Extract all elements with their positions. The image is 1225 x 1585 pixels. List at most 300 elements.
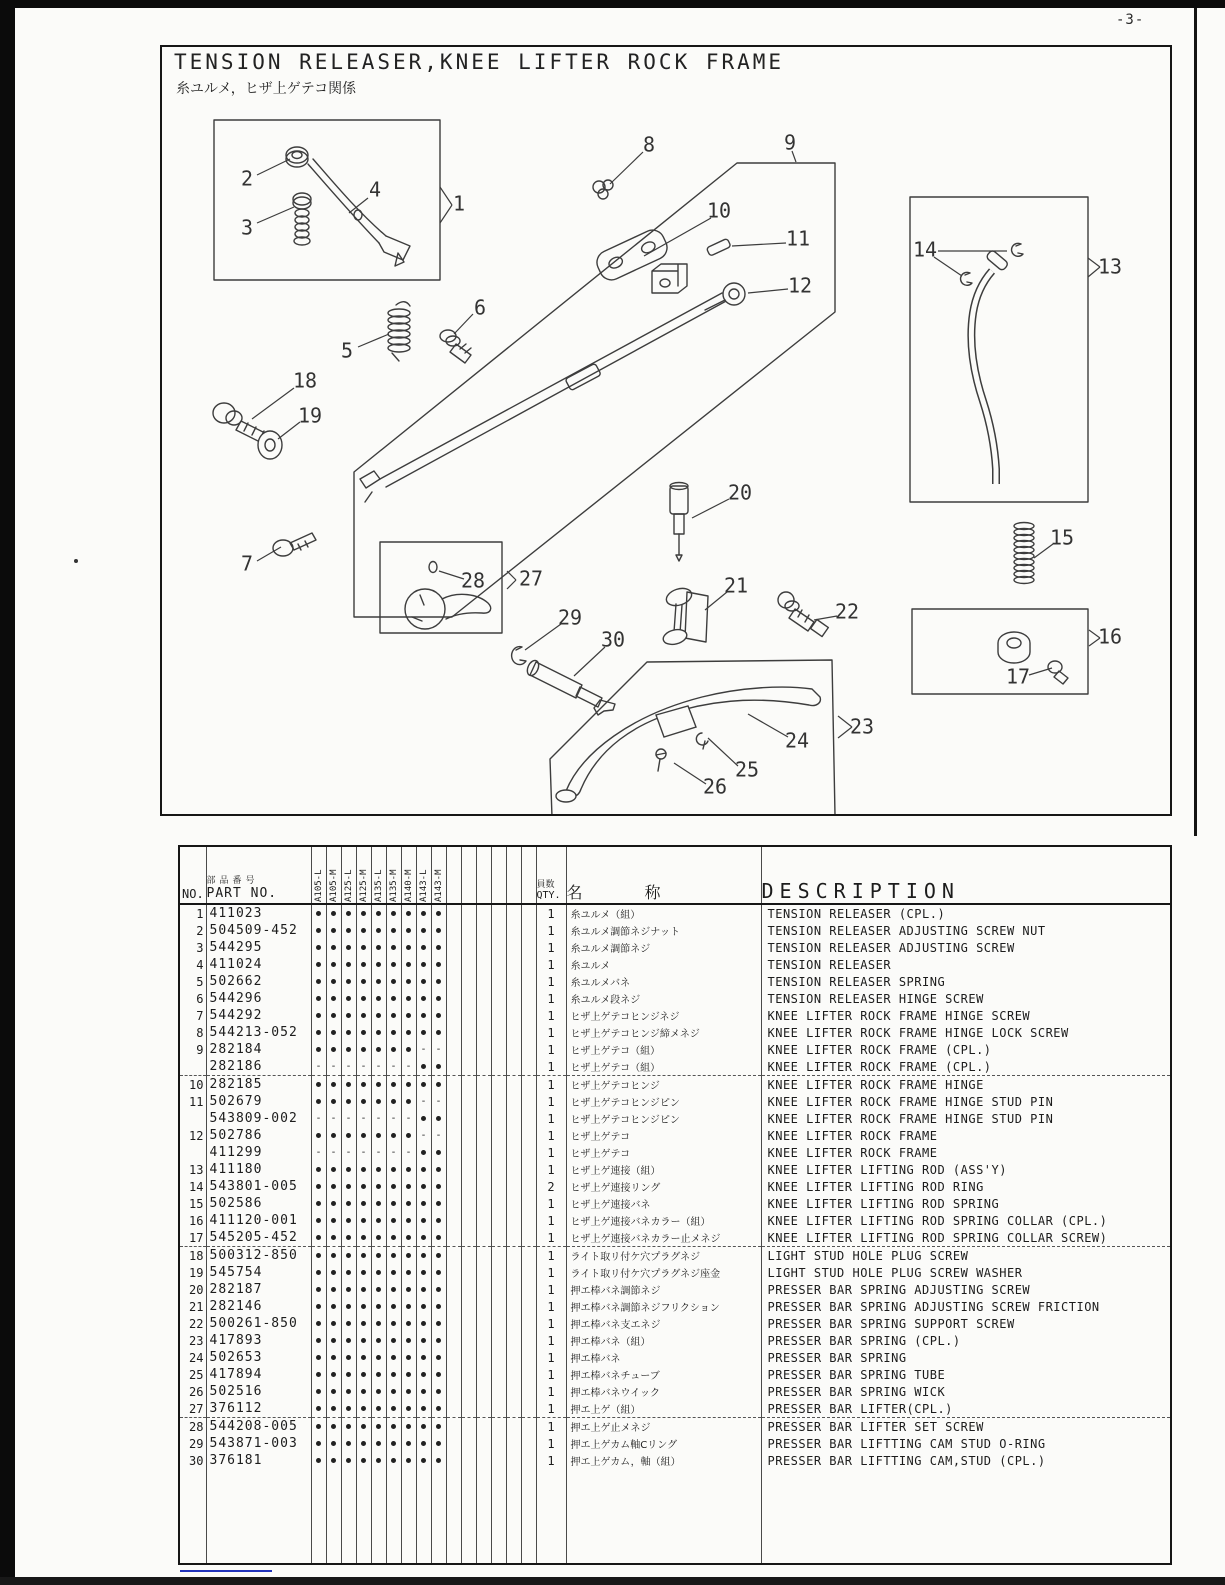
applicable-dot [346, 928, 351, 933]
cell-model-mark [356, 1315, 371, 1332]
applicable-dot [376, 1372, 381, 1377]
cell-description: TENSION RELEASER HINGE SCREW [761, 990, 1171, 1007]
applicable-dot [421, 1270, 426, 1275]
cell-model-mark [341, 1229, 356, 1247]
cell-description: KNEE LIFTER LIFTING ROD RING [761, 1178, 1171, 1195]
cell-model-mark [401, 1315, 416, 1332]
col-header-no: NO. [179, 846, 206, 904]
cell-model-mark [326, 1315, 341, 1332]
cell-blank [476, 1332, 491, 1349]
cell-model-mark [371, 1024, 386, 1041]
cell-model-mark [341, 1247, 356, 1265]
cell-model-mark [371, 1007, 386, 1024]
cell-no: 15 [179, 1195, 206, 1212]
col-header-qty: 員数 QTY. [536, 846, 566, 904]
cell-part-no: 545205-452 [206, 1229, 311, 1247]
cell-name-jp: ヒザ上ゲ連接リング [566, 1178, 761, 1195]
applicable-dot [421, 1184, 426, 1189]
cell-no: 7 [179, 1007, 206, 1024]
applicable-dot [376, 1304, 381, 1309]
applicable-dot [391, 1013, 396, 1018]
table-row [179, 1247, 1171, 1265]
applicable-dot [391, 1133, 396, 1138]
applicable-dot [316, 962, 321, 967]
cell-model-mark: - [356, 1110, 371, 1127]
cell-model-mark [431, 1110, 446, 1127]
applicable-dot [346, 1355, 351, 1360]
table-row [179, 1264, 1171, 1281]
cell-part-no: 502516 [206, 1383, 311, 1400]
cell-qty: 1 [536, 1435, 566, 1452]
cell-blank [521, 1093, 536, 1110]
cell-model-mark [356, 1195, 371, 1212]
cell-model-mark [341, 1332, 356, 1349]
applicable-dot [421, 1458, 426, 1463]
cell-model-mark [326, 1435, 341, 1452]
cell-model-mark [311, 1332, 326, 1349]
cell-name-jp: 糸ユルメバネ [566, 973, 761, 990]
cell-part-no: 504509-452 [206, 922, 311, 939]
part-7-hinge-screw [273, 533, 316, 556]
cell-no: 26 [179, 1383, 206, 1400]
cell-model-mark [416, 1161, 431, 1178]
cell-model-mark [401, 1195, 416, 1212]
cell-model-mark [356, 1400, 371, 1418]
cell-blank [476, 1264, 491, 1281]
cell-filler [386, 1469, 401, 1564]
cell-blank [476, 1229, 491, 1247]
applicable-dot [376, 1013, 381, 1018]
cell-model-mark [386, 1212, 401, 1229]
cell-blank [476, 1144, 491, 1161]
applicable-dot [376, 979, 381, 984]
cell-part-no: 376181 [206, 1452, 311, 1469]
applicable-dot [391, 979, 396, 984]
cell-model-mark [356, 1161, 371, 1178]
cell-blank [491, 1435, 506, 1452]
applicable-dot [376, 1167, 381, 1172]
cell-blank [446, 990, 461, 1007]
cell-blank [446, 1315, 461, 1332]
cell-blank [461, 1041, 476, 1058]
applicable-dot [346, 1218, 351, 1223]
cell-model-mark [386, 956, 401, 973]
cell-model-mark [431, 1332, 446, 1349]
cell-model-mark [386, 1024, 401, 1041]
cell-model-mark: - [341, 1110, 356, 1127]
part-25-spring-tube [656, 706, 708, 749]
applicable-dot [316, 1167, 321, 1172]
applicable-dot [436, 945, 441, 950]
applicable-dot [361, 962, 366, 967]
applicable-dot [361, 1253, 366, 1258]
applicable-dot [406, 928, 411, 933]
cell-model-mark [356, 904, 371, 922]
table-row [179, 973, 1171, 990]
cell-model-mark [431, 990, 446, 1007]
callout-number-6: 6 [473, 295, 487, 320]
cell-model-mark [416, 904, 431, 922]
cell-filler [566, 1469, 761, 1564]
cell-model-mark [386, 1349, 401, 1366]
cell-blank [461, 1161, 476, 1178]
cell-model-mark [401, 1041, 416, 1058]
cell-description: TENSION RELEASER (CPL.) [761, 904, 1171, 922]
cell-no: 1 [179, 904, 206, 922]
cell-blank [521, 904, 536, 922]
cell-qty: 1 [536, 1058, 566, 1076]
cell-model-mark [401, 1178, 416, 1195]
cell-qty: 1 [536, 1349, 566, 1366]
cell-filler [461, 1469, 476, 1564]
cell-model-mark [311, 1007, 326, 1024]
cell-model-mark [431, 1076, 446, 1094]
cell-model-mark [341, 1024, 356, 1041]
applicable-dot [421, 962, 426, 967]
applicable-dot [421, 1030, 426, 1035]
cell-model-mark [386, 1315, 401, 1332]
cell-model-mark [431, 939, 446, 956]
cell-model-mark [431, 1247, 446, 1265]
cell-model-mark [416, 1332, 431, 1349]
applicable-dot [376, 1355, 381, 1360]
applicable-dot [391, 1287, 396, 1292]
table-row [179, 1298, 1171, 1315]
cell-blank [521, 1247, 536, 1265]
applicable-dot [376, 1253, 381, 1258]
applicable-dot [376, 928, 381, 933]
col-header-part-no: 部品番号 PART NO. [206, 846, 311, 904]
applicable-dot [331, 1389, 336, 1394]
cell-model-mark [371, 1247, 386, 1265]
cell-model-mark [311, 1400, 326, 1418]
cell-blank [491, 922, 506, 939]
applicable-dot [376, 962, 381, 967]
cell-blank [491, 1366, 506, 1383]
applicable-dot [421, 1167, 426, 1172]
cell-part-no: 282187 [206, 1281, 311, 1298]
applicable-dot [406, 1372, 411, 1377]
cell-blank [521, 1024, 536, 1041]
applicable-dot [346, 1082, 351, 1087]
cell-blank [461, 1332, 476, 1349]
cell-blank [506, 1212, 521, 1229]
cell-model-mark [416, 1195, 431, 1212]
part-2-nut [286, 147, 308, 167]
cell-description: PRESSER BAR LIFTER SET SCREW [761, 1418, 1171, 1436]
cell-blank [476, 1418, 491, 1436]
cell-model-mark [311, 1247, 326, 1265]
cell-name-jp: 押エ棒バネ調節ネジ [566, 1281, 761, 1298]
applicable-dot [331, 1047, 336, 1052]
cell-qty: 1 [536, 1418, 566, 1436]
cell-blank [506, 1093, 521, 1110]
cell-model-mark [431, 1144, 446, 1161]
cell-model-mark [431, 1195, 446, 1212]
cell-blank [521, 922, 536, 939]
cell-blank [446, 1366, 461, 1383]
cell-blank [491, 1041, 506, 1058]
applicable-dot [376, 1184, 381, 1189]
applicable-dot [391, 1030, 396, 1035]
cell-model-mark [386, 1127, 401, 1144]
cell-model-mark [386, 939, 401, 956]
cell-no: 2 [179, 922, 206, 939]
cell-model-mark [341, 1178, 356, 1195]
cell-blank [491, 1452, 506, 1469]
cell-model-mark: - [356, 1144, 371, 1161]
cell-no: 10 [179, 1076, 206, 1094]
cell-model-mark [386, 1400, 401, 1418]
part-29-o-ring [512, 647, 526, 665]
cell-model-mark [341, 1298, 356, 1315]
cell-qty: 1 [536, 1212, 566, 1229]
applicable-dot [376, 1458, 381, 1463]
applicable-dot [346, 1133, 351, 1138]
cell-model-mark [431, 1161, 446, 1178]
cell-model-mark [356, 1229, 371, 1247]
part-12-rock-frame [360, 283, 745, 502]
callout-number-7: 7 [240, 551, 254, 576]
cell-qty: 1 [536, 1093, 566, 1110]
cell-model-mark [401, 1007, 416, 1024]
applicable-dot [436, 911, 441, 916]
callout-leader-20 [692, 499, 729, 518]
cell-blank [476, 1076, 491, 1094]
cell-model-mark [386, 1178, 401, 1195]
cell-blank [461, 1298, 476, 1315]
callout-number-30: 30 [600, 627, 626, 652]
callout-leader-22 [814, 616, 837, 620]
cell-filler [536, 1469, 566, 1564]
applicable-dot [361, 1184, 366, 1189]
applicable-dot [361, 1458, 366, 1463]
applicable-dot [436, 1235, 441, 1240]
cell-model-mark [401, 1383, 416, 1400]
cell-model-mark: - [386, 1058, 401, 1076]
diagram-callouts [241, 131, 1122, 799]
cell-model-mark [386, 1383, 401, 1400]
cell-model-mark [341, 939, 356, 956]
cell-model-mark [311, 1349, 326, 1366]
callout-leader-12 [748, 289, 788, 293]
applicable-dot [406, 1047, 411, 1052]
cell-blank [506, 1127, 521, 1144]
cell-no: 22 [179, 1315, 206, 1332]
cell-blank [476, 1400, 491, 1418]
cell-model-mark [401, 1229, 416, 1247]
cell-no: 4 [179, 956, 206, 973]
applicable-dot [331, 996, 336, 1001]
cell-model-mark [326, 1093, 341, 1110]
cell-filler [401, 1469, 416, 1564]
cell-blank [506, 1264, 521, 1281]
cell-blank [506, 1178, 521, 1195]
applicable-dot [406, 1184, 411, 1189]
cell-model-mark [416, 1452, 431, 1469]
diagram-frame [160, 45, 1172, 816]
cell-filler [446, 1469, 461, 1564]
cell-part-no: 543801-005 [206, 1178, 311, 1195]
applicable-dot [316, 1441, 321, 1446]
cell-blank [506, 990, 521, 1007]
cell-model-mark [431, 1349, 446, 1366]
cell-blank [491, 1058, 506, 1076]
part-3-adjusting-screw [293, 193, 311, 245]
applicable-dot [331, 1372, 336, 1377]
applicable-dot [421, 945, 426, 950]
cell-no: 27 [179, 1400, 206, 1418]
cell-part-no: 282146 [206, 1298, 311, 1315]
table-row [179, 1127, 1171, 1144]
cell-no: 13 [179, 1161, 206, 1178]
applicable-dot [316, 1047, 321, 1052]
applicable-dot [376, 1133, 381, 1138]
cell-description: PRESSER BAR SPRING (CPL.) [761, 1332, 1171, 1349]
cell-blank [446, 1007, 461, 1024]
cell-blank [446, 1110, 461, 1127]
applicable-dot [406, 996, 411, 1001]
cell-model-mark [356, 1349, 371, 1366]
applicable-dot [391, 1338, 396, 1343]
cell-blank [506, 1383, 521, 1400]
cell-model-mark [416, 1298, 431, 1315]
cell-name-jp: ヒザ上ゲテコヒンジピン [566, 1093, 761, 1110]
applicable-dot [361, 1030, 366, 1035]
cell-qty: 1 [536, 1127, 566, 1144]
cell-blank [506, 1349, 521, 1366]
cell-part-no: 502662 [206, 973, 311, 990]
cell-blank [476, 1315, 491, 1332]
table-filler-row [179, 1469, 1171, 1564]
callout-leader-18 [252, 388, 294, 419]
cell-blank [521, 1229, 536, 1247]
cell-model-mark [371, 1229, 386, 1247]
cell-blank [491, 904, 506, 922]
cell-model-mark: - [416, 1041, 431, 1058]
cell-model-mark [311, 1229, 326, 1247]
cell-model-mark [371, 1281, 386, 1298]
cell-blank [446, 1212, 461, 1229]
cell-blank [446, 1093, 461, 1110]
cell-model-mark [371, 1315, 386, 1332]
part-5-spring [388, 302, 410, 361]
cell-model-mark [416, 1144, 431, 1161]
cell-qty: 1 [536, 1229, 566, 1247]
applicable-dot [346, 996, 351, 1001]
applicable-dot [391, 1082, 396, 1087]
cell-blank [491, 1093, 506, 1110]
applicable-dot [406, 1133, 411, 1138]
cell-no: 8 [179, 1024, 206, 1041]
cell-blank [461, 1195, 476, 1212]
cell-blank [446, 1418, 461, 1436]
cell-model-mark [341, 1349, 356, 1366]
cell-blank [491, 1264, 506, 1281]
callout-number-20: 20 [727, 480, 753, 505]
part-18-plug-screw [213, 403, 267, 443]
applicable-dot [376, 945, 381, 950]
cell-no: 20 [179, 1281, 206, 1298]
cell-blank [476, 1007, 491, 1024]
cell-qty: 1 [536, 1298, 566, 1315]
cell-blank [491, 1212, 506, 1229]
cell-blank [521, 939, 536, 956]
applicable-dot [391, 962, 396, 967]
cell-qty: 1 [536, 990, 566, 1007]
applicable-dot [331, 962, 336, 967]
cell-blank [476, 1298, 491, 1315]
cell-model-mark [431, 1315, 446, 1332]
applicable-dot [331, 1253, 336, 1258]
cell-description: PRESSER BAR SPRING TUBE [761, 1366, 1171, 1383]
applicable-dot [346, 1047, 351, 1052]
cell-blank [491, 1298, 506, 1315]
cell-model-mark [326, 904, 341, 922]
cell-model-mark: - [371, 1058, 386, 1076]
cell-name-jp: 押エ棒バネウイック [566, 1383, 761, 1400]
cell-model-mark [416, 1024, 431, 1041]
cell-blank [491, 1195, 506, 1212]
applicable-dot [406, 1270, 411, 1275]
cell-description: TENSION RELEASER [761, 956, 1171, 973]
callout-number-8: 8 [642, 132, 656, 157]
callout-leader-8 [610, 152, 643, 184]
applicable-dot [346, 1424, 351, 1429]
cell-model-mark [371, 1383, 386, 1400]
applicable-dot [331, 1201, 336, 1206]
cell-blank [506, 1110, 521, 1127]
cell-model-mark [386, 973, 401, 990]
table-row [179, 1195, 1171, 1212]
applicable-dot [436, 1458, 441, 1463]
callout-number-4: 4 [368, 177, 382, 202]
applicable-dot [346, 1287, 351, 1292]
cell-model-mark [311, 1298, 326, 1315]
applicable-dot [316, 928, 321, 933]
cell-model-mark [341, 990, 356, 1007]
applicable-dot [436, 1167, 441, 1172]
applicable-dot [346, 1201, 351, 1206]
cell-blank [476, 922, 491, 939]
cell-blank [506, 1161, 521, 1178]
applicable-dot [436, 1287, 441, 1292]
cell-blank [476, 1178, 491, 1195]
applicable-dot [436, 1253, 441, 1258]
cell-model-mark: - [401, 1058, 416, 1076]
cell-description: KNEE LIFTER ROCK FRAME HINGE STUD PIN [761, 1110, 1171, 1127]
applicable-dot [316, 1253, 321, 1258]
applicable-dot [361, 1270, 366, 1275]
cell-name-jp: ヒザ上ゲテコ（組） [566, 1041, 761, 1058]
applicable-dot [406, 1082, 411, 1087]
applicable-dot [421, 1253, 426, 1258]
part-17-collar-screw [1048, 661, 1068, 684]
cell-model-mark [311, 1093, 326, 1110]
applicable-dot [436, 962, 441, 967]
applicable-dot [331, 1235, 336, 1240]
cell-no: 18 [179, 1247, 206, 1265]
table-row [179, 1093, 1171, 1110]
applicable-dot [316, 996, 321, 1001]
cell-blank [506, 939, 521, 956]
cell-blank [446, 1058, 461, 1076]
cell-model-mark [356, 1281, 371, 1298]
cell-blank [476, 1247, 491, 1265]
callout-leader-14 [934, 257, 962, 276]
col-header-blank [461, 846, 476, 904]
cell-blank [521, 990, 536, 1007]
